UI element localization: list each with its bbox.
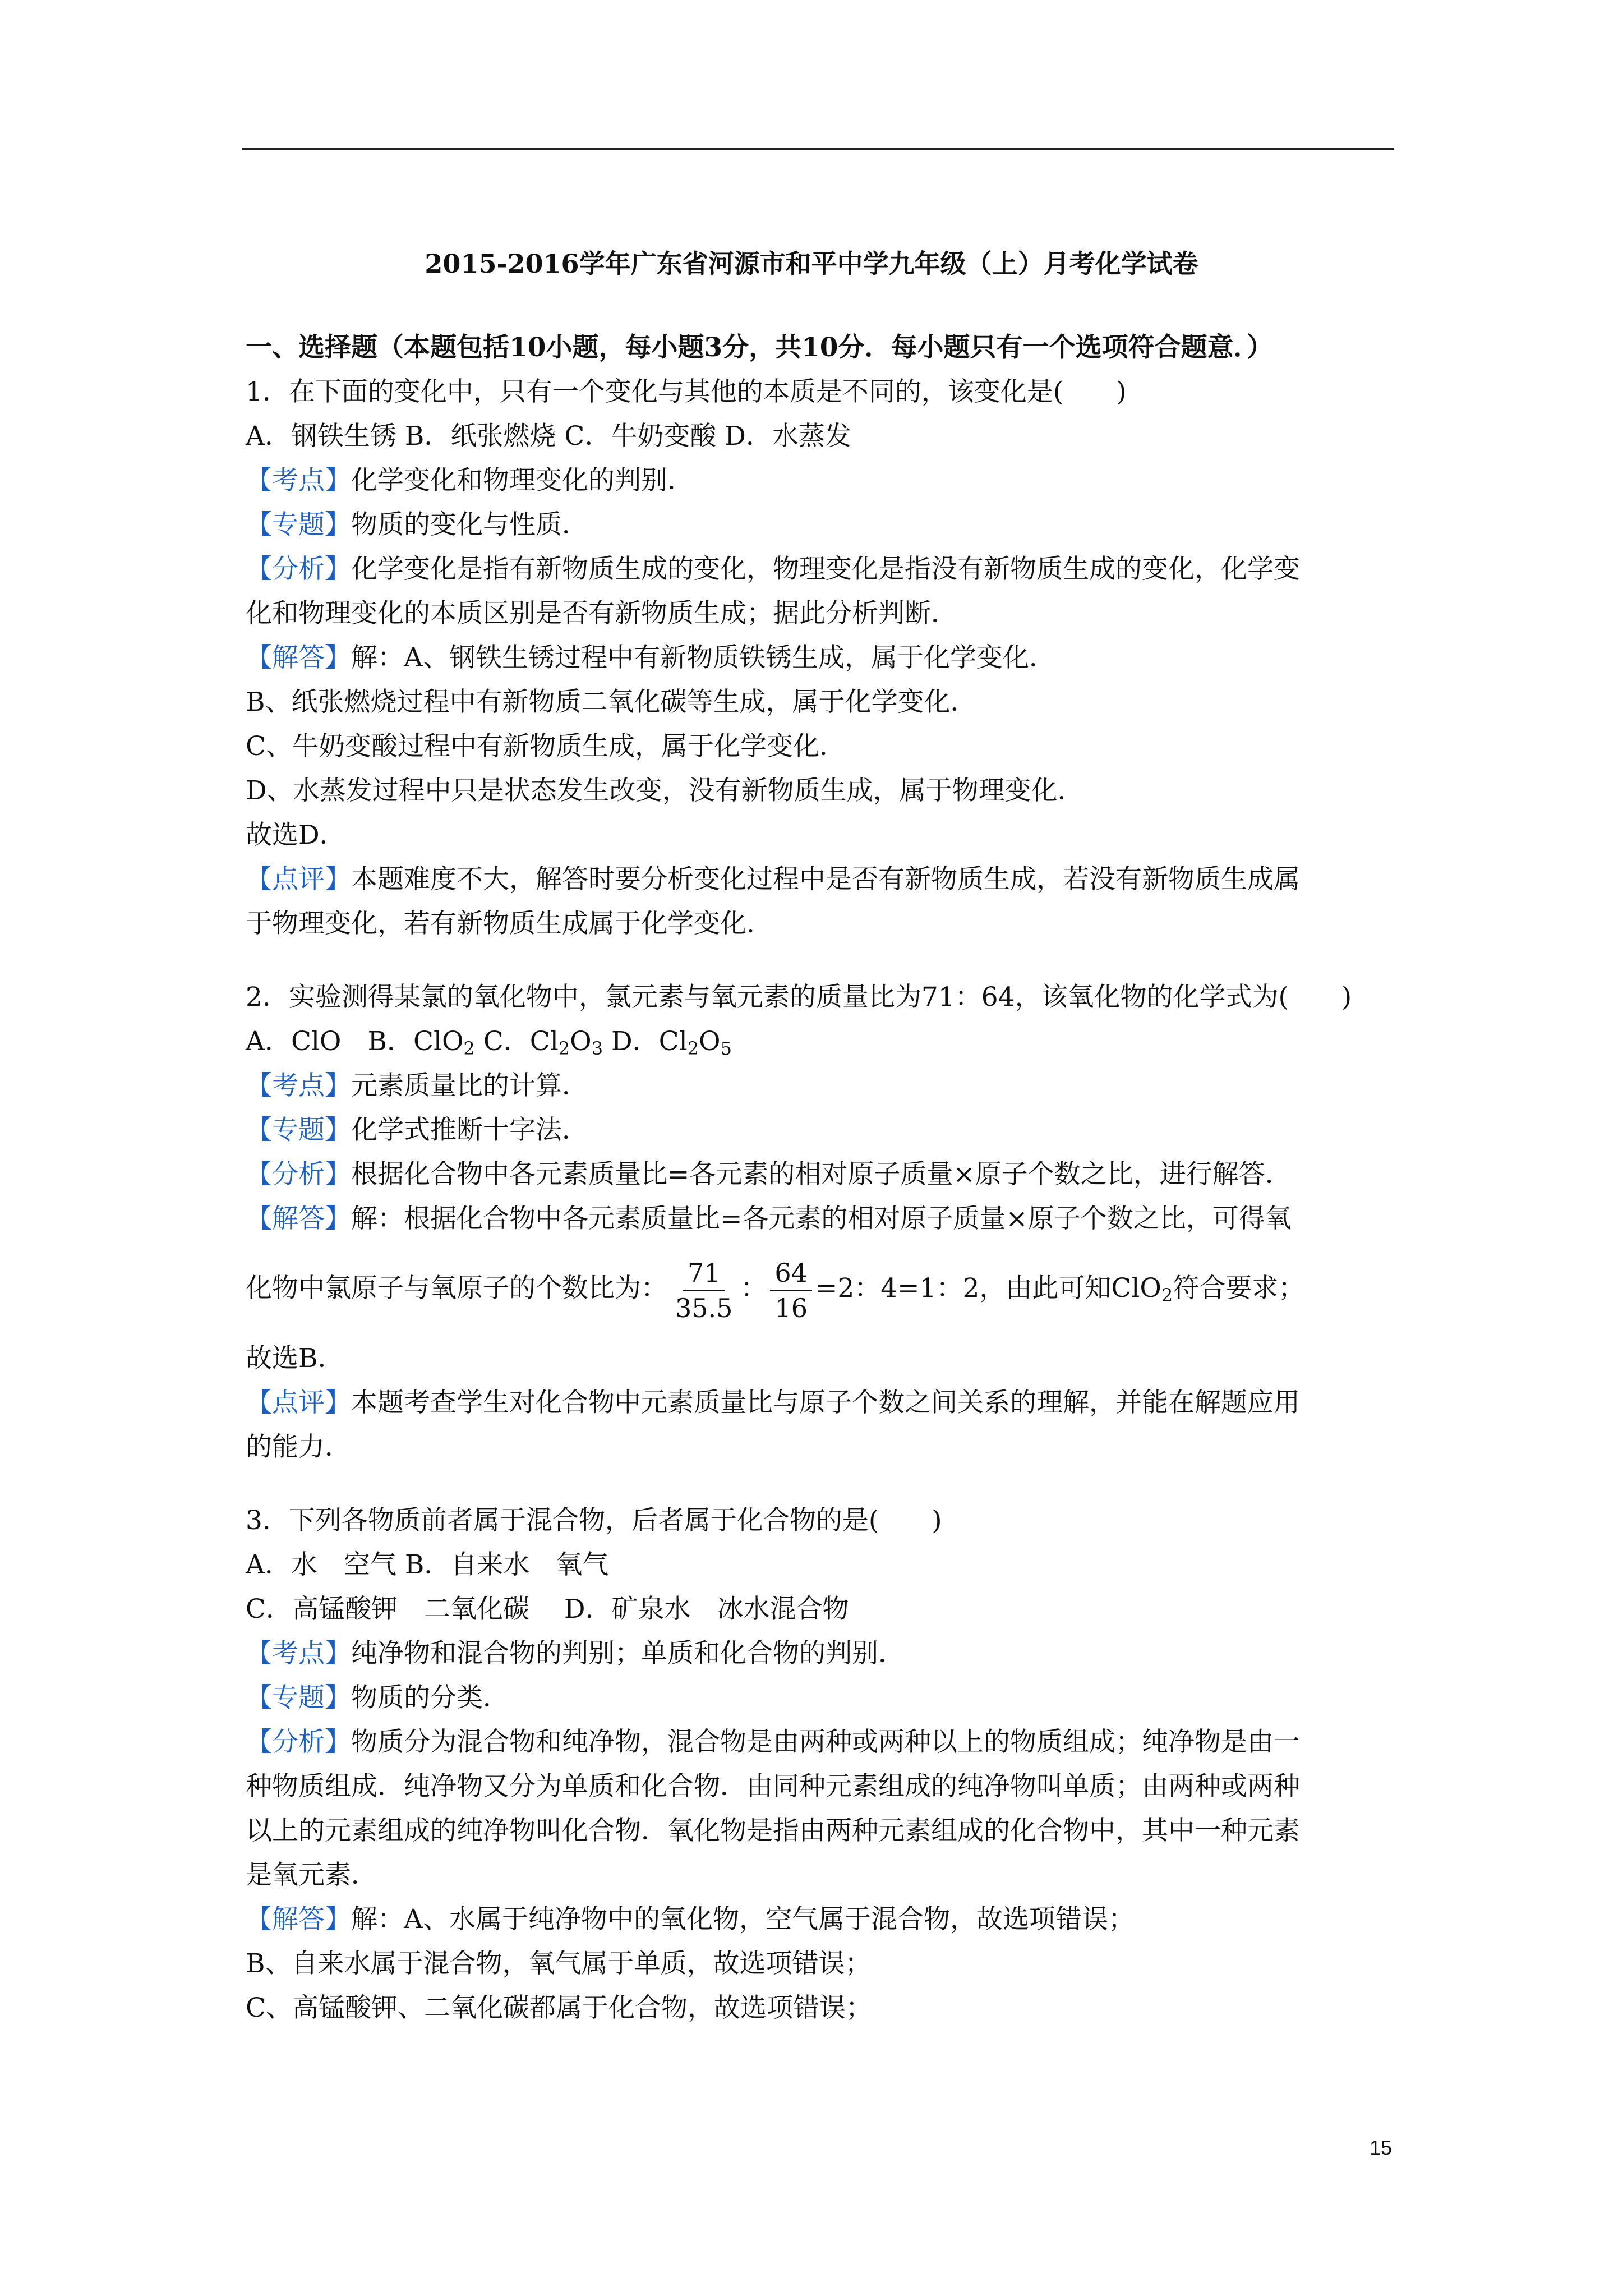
q2-dianping-text-1: 本题考查学生对化合物中元素质量比与原子个数之间关系的理解，并能在解题应用 xyxy=(351,1387,1300,1418)
exam-content xyxy=(246,325,1401,2030)
q2-opt-d-o: O xyxy=(699,1026,721,1057)
q3-jieda-text-1: 解：A、水属于纯净物中的氧化物，空气属于混合物，故选项错误； xyxy=(351,1904,1135,1935)
q2-sub: 5 xyxy=(720,1038,732,1059)
jieda-tag: 【解答】 xyxy=(246,1904,351,1935)
header-rule xyxy=(242,148,1394,150)
q2-dianping xyxy=(246,1381,1401,1425)
q3-zhuanti xyxy=(246,1676,1401,1720)
kaodian-tag: 【考点】 xyxy=(246,1638,351,1669)
q1-fenxi-text-1: 化学变化是指有新物质生成的变化，物理变化是指没有新物质生成的变化，化学变 xyxy=(351,554,1300,585)
q3-zhuanti-text: 物质的分类． xyxy=(351,1682,509,1713)
section-heading: 一、选择题（本题包括10小题，每小题3分，共10分．每小题只有一个选项符合题意．） xyxy=(246,332,1274,363)
q2-jieda-pre: 化物中氯原子与氧原子的个数比为： xyxy=(246,1273,667,1304)
q2-fenxi-text: 根据化合物中各元素质量比=各元素的相对原子质量×原子个数之比，进行解答． xyxy=(351,1159,1292,1190)
q2-opt-ab: A．ClO B．ClO xyxy=(246,1026,464,1057)
fraction-1-numerator: 71 xyxy=(683,1256,725,1291)
zhuanti-tag: 【专题】 xyxy=(246,1682,351,1713)
page-number: 15 xyxy=(1369,2136,1392,2159)
fenxi-tag: 【分析】 xyxy=(246,554,351,585)
q1-jieda-4: D、水蒸发过程中只是状态发生改变，没有新物质生成，属于物理变化． xyxy=(246,775,1084,806)
q2-fenxi xyxy=(246,1152,1401,1197)
q3-fenxi-text-1: 物质分为混合物和纯净物，混合物是由两种或两种以上的物质组成；纯净物是由一 xyxy=(351,1727,1300,1757)
q1-zhuanti-text: 物质的变化与性质． xyxy=(351,509,588,540)
q2-zhuanti-text: 化学式推断十字法． xyxy=(351,1115,588,1145)
q2-opt-c-o: O xyxy=(570,1026,592,1057)
q2-stem: 2．实验测得某氯的氧化物中，氯元素与氧元素的质量比为71：64，该氧化物的化学式为( ) xyxy=(246,982,1352,1013)
q2-jieda-fraction-line xyxy=(246,1241,1401,1336)
q1-stem: 1．在下面的变化中，只有一个变化与其他的本质是不同的，该变化是( ) xyxy=(246,376,1127,407)
q1-jieda xyxy=(246,636,1401,680)
q2-answer: 故选B． xyxy=(246,1343,344,1374)
q2-kaodian xyxy=(246,1064,1401,1108)
question-3 xyxy=(246,1498,1401,2030)
q1-jieda-text-1: 解：A、钢铁生锈过程中有新物质铁锈生成，属于化学变化． xyxy=(351,642,1055,673)
dianping-tag: 【点评】 xyxy=(246,1387,351,1418)
q1-fenxi-cont: 化和物理变化的本质区别是否有新物质生成；据此分析判断． xyxy=(246,598,957,629)
q1-kaodian-text: 化学变化和物理变化的判别． xyxy=(351,465,694,496)
jieda-tag: 【解答】 xyxy=(246,642,351,673)
fraction-2 xyxy=(770,1256,812,1325)
q1-jieda-2: B、纸张燃烧过程中有新物质二氧化碳等生成，属于化学变化． xyxy=(246,687,977,717)
q1-jieda-3: C、牛奶变酸过程中有新物质生成，属于化学变化． xyxy=(246,731,846,762)
q2-jieda-end: 符合要求； xyxy=(1173,1273,1305,1304)
jieda-tag: 【解答】 xyxy=(246,1203,351,1234)
q1-kaodian xyxy=(246,458,1401,503)
q2-opt-d: D．Cl xyxy=(603,1026,688,1057)
q2-sub: 2 xyxy=(1161,1285,1173,1306)
q1-options: A．钢铁生锈 B．纸张燃烧 C．牛奶变酸 D．水蒸发 xyxy=(246,421,851,452)
fraction-2-numerator: 64 xyxy=(770,1256,812,1291)
fraction-1 xyxy=(671,1256,737,1325)
q2-options xyxy=(246,1019,1401,1064)
fraction-2-denominator: 16 xyxy=(774,1292,808,1323)
q3-kaodian-text: 纯净物和混合物的判别；单质和化合物的判别． xyxy=(351,1638,905,1669)
q2-sub: 2 xyxy=(558,1038,570,1059)
q2-jieda xyxy=(246,1197,1401,1241)
q2-sub: 2 xyxy=(687,1038,699,1059)
kaodian-tag: 【考点】 xyxy=(246,1070,351,1101)
q2-kaodian-text: 元素质量比的计算． xyxy=(351,1070,588,1101)
q1-dianping xyxy=(246,857,1401,901)
q3-fenxi-2: 种物质组成．纯净物又分为单质和化合物．由同种元素组成的纯净物叫单质；由两种或两种 xyxy=(246,1771,1300,1802)
q3-fenxi-4: 是氧元素． xyxy=(246,1860,377,1890)
zhuanti-tag: 【专题】 xyxy=(246,1115,351,1145)
q1-answer: 故选D． xyxy=(246,820,346,850)
kaodian-tag: 【考点】 xyxy=(246,465,351,496)
q1-fenxi xyxy=(246,547,1401,591)
q3-jieda-2: B、自来水属于混合物，氧气属于单质，故选项错误； xyxy=(246,1948,872,1979)
fenxi-tag: 【分析】 xyxy=(246,1727,351,1757)
question-2 xyxy=(246,975,1401,1469)
dianping-tag: 【点评】 xyxy=(246,864,351,895)
fenxi-tag: 【分析】 xyxy=(246,1159,351,1190)
q2-sub: 2 xyxy=(463,1038,475,1059)
q2-opt-c: C．Cl xyxy=(474,1026,559,1057)
fraction-1-denominator: 35.5 xyxy=(675,1292,733,1323)
q3-kaodian xyxy=(246,1631,1401,1676)
q1-zhuanti xyxy=(246,503,1401,547)
q3-stem: 3．下列各物质前者属于混合物，后者属于化合物的是( ) xyxy=(246,1505,942,1536)
q2-dianping-cont: 的能力． xyxy=(246,1432,351,1462)
zhuanti-tag: 【专题】 xyxy=(246,509,351,540)
q3-jieda-3: C、高锰酸钾、二氧化碳都属于化合物，故选项错误； xyxy=(246,1993,872,2023)
q1-dianping-text-1: 本题难度不大，解答时要分析变化过程中是否有新物质生成，若没有新物质生成属 xyxy=(351,864,1300,895)
q2-sub: 3 xyxy=(591,1038,603,1059)
q2-jieda-text-1: 解：根据化合物中各元素质量比=各元素的相对原子质量×原子个数之比，可得氧 xyxy=(351,1203,1292,1234)
q2-zhuanti xyxy=(246,1108,1401,1152)
q2-jieda-post: =2：4=1：2，由此可知ClO xyxy=(815,1273,1161,1304)
question-1 xyxy=(246,370,1401,946)
q3-jieda xyxy=(246,1897,1401,1941)
q3-options-2: C．高锰酸钾 二氧化碳 D．矿泉水 冰水混合物 xyxy=(246,1594,849,1625)
q1-dianping-cont: 于物理变化，若有新物质生成属于化学变化． xyxy=(246,908,773,939)
page-title: 2015-2016学年广东省河源市和平中学九年级（上）月考化学试卷 xyxy=(425,249,1198,279)
q2-colon: ： xyxy=(740,1273,767,1304)
q3-fenxi xyxy=(246,1720,1401,1764)
q3-fenxi-3: 以上的元素组成的纯净物叫化合物．氧化物是指由两种元素组成的化合物中，其中一种元素 xyxy=(246,1815,1300,1846)
q3-options-1: A．水 空气 B．自来水 氧气 xyxy=(246,1549,609,1580)
